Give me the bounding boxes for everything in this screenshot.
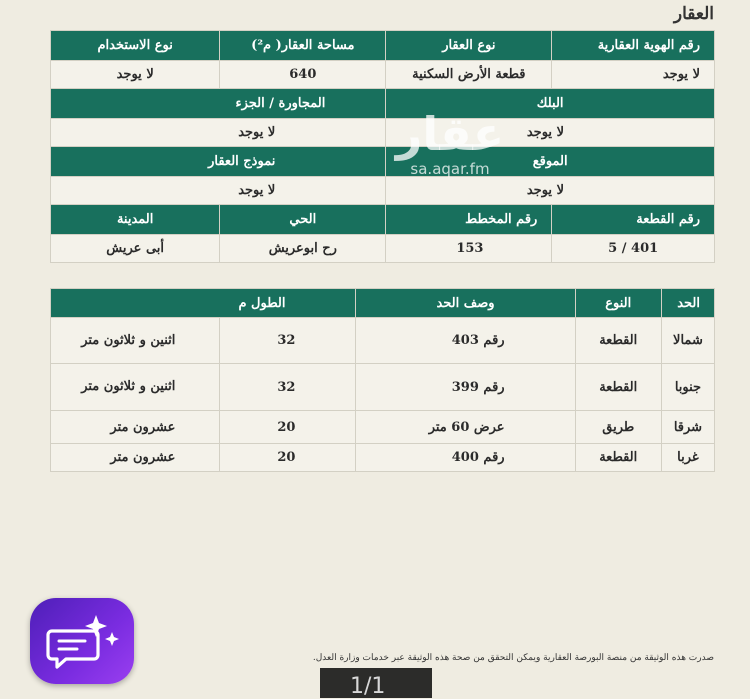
boundary-description: عرض 60 متر — [356, 411, 575, 444]
boundary-length-number: 20 — [220, 444, 356, 472]
page-indicator: 1/1 — [350, 674, 386, 699]
boundary-side: جنوبا — [661, 364, 714, 411]
boundary-description: رقم 403 — [356, 318, 575, 364]
boundary-length-text: عشرون متر — [51, 444, 220, 472]
watermark-url: sa.aqar.fm — [410, 160, 490, 178]
header-district: الحي — [220, 205, 386, 235]
value-property-model: لا يوجد — [51, 177, 386, 205]
header-location: الموقع — [386, 147, 715, 177]
header-block: البلك — [386, 89, 715, 119]
boundary-length-number: 20 — [220, 411, 356, 444]
boundary-type: القطعة — [575, 364, 661, 411]
header-property-type: نوع العقار — [386, 31, 552, 61]
boundary-side: شمالا — [661, 318, 714, 364]
value-block: لا يوجد — [386, 119, 715, 147]
property-details-table — [50, 30, 715, 263]
boundary-length-text: اثنين و ثلاثون متر — [51, 364, 220, 411]
header-property-area: مساحة العقار( م²) — [220, 31, 386, 61]
chat-sparkle-icon — [30, 598, 134, 684]
value-usage-type: لا يوجد — [51, 61, 220, 89]
value-district: رح ابوعريش — [220, 235, 386, 263]
header-boundary: الحد — [661, 289, 714, 318]
header-neighborhood-part: المجاورة / الجزء — [51, 89, 386, 119]
value-plot-number: 5 / 401 — [552, 235, 715, 263]
boundary-type: القطعة — [575, 318, 661, 364]
value-neighborhood-part: لا يوجد — [51, 119, 386, 147]
boundary-description: رقم 400 — [356, 444, 575, 472]
value-city: أبى عريش — [51, 235, 220, 263]
header-plot-number: رقم القطعة — [552, 205, 715, 235]
boundaries-table — [50, 288, 715, 472]
boundary-side: غربا — [661, 444, 714, 472]
header-length: الطول م — [51, 289, 356, 318]
boundary-side: شرقا — [661, 411, 714, 444]
value-location: لا يوجد — [386, 177, 715, 205]
section-title: العقار — [673, 4, 714, 24]
header-description: وصف الحد — [356, 289, 575, 318]
header-type: النوع — [575, 289, 661, 318]
boundary-type: القطعة — [575, 444, 661, 472]
footer-note: صدرت هذه الوثيقة من منصة البورصة العقارية ويمكن التحقق من صحة هذه الوثيقة عبر خدمات وزارة العدل. — [312, 653, 714, 663]
boundary-length-number: 32 — [220, 318, 356, 364]
value-property-type: قطعة الأرض السكنية — [386, 61, 552, 89]
header-property-id: رقم الهوية العقارية — [552, 31, 715, 61]
header-city: المدينة — [51, 205, 220, 235]
boundary-length-number: 32 — [220, 364, 356, 411]
boundary-description: رقم 399 — [356, 364, 575, 411]
boundary-length-text: اثنين و ثلاثون متر — [51, 318, 220, 364]
header-plan-number: رقم المخطط — [386, 205, 552, 235]
header-usage-type: نوع الاستخدام — [51, 31, 220, 61]
watermark-logo: عقار — [395, 107, 505, 161]
boundary-length-text: عشرون متر — [51, 411, 220, 444]
value-property-id: لا يوجد — [552, 61, 715, 89]
ai-assistant-button[interactable] — [30, 598, 134, 684]
value-property-area: 640 — [220, 61, 386, 89]
header-property-model: نموذج العقار — [51, 147, 386, 177]
boundary-type: طريق — [575, 411, 661, 444]
value-plan-number: 153 — [386, 235, 552, 263]
